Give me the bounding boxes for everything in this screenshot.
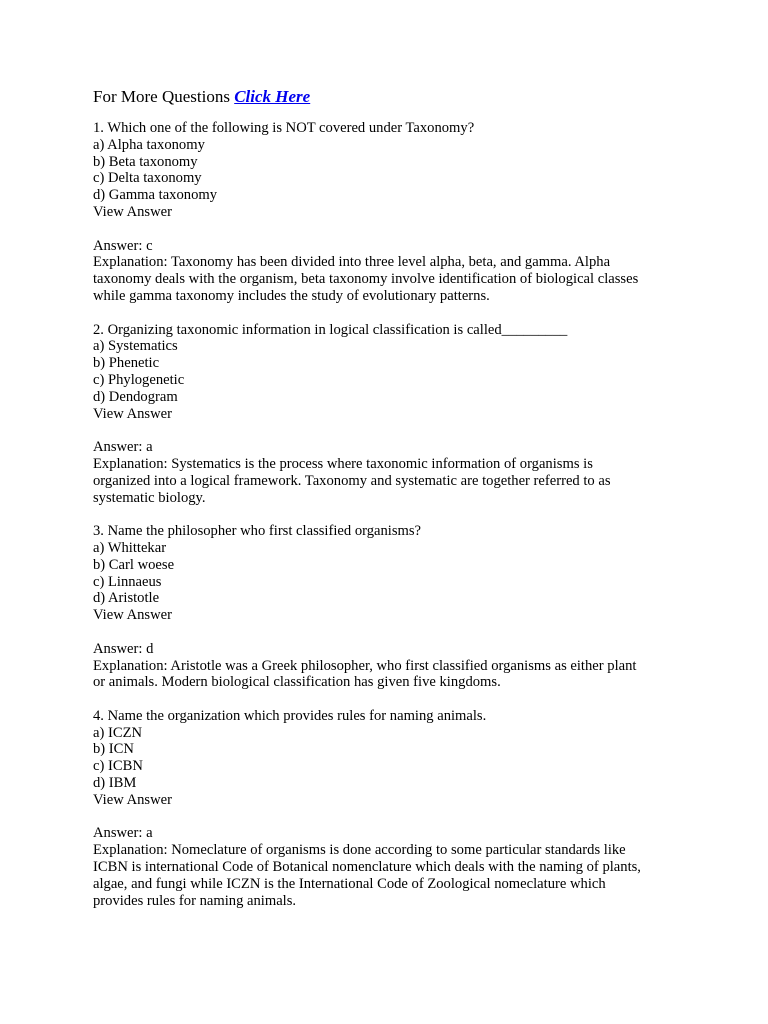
explanation-line: Explanation: Aristotle was a Greek philosopher, who first classified organisms as either plant <box>93 657 637 674</box>
header-line <box>93 86 693 108</box>
option-c: c) Delta taxonomy <box>93 170 202 187</box>
explanation-line: while gamma taxonomy includes the study of evolutionary patterns. <box>93 287 490 304</box>
explanation-line: Explanation: Systematics is the process where taxonomic information of organisms is <box>93 455 593 472</box>
header-prefix: For More Questions <box>93 87 230 106</box>
option-a: a) Whittekar <box>93 539 167 556</box>
question-block-1 <box>93 120 693 221</box>
option-b: b) ICN <box>93 741 134 758</box>
explanation-line: taxonomy deals with the organism, beta taxonomy involve identification of biological classes <box>93 271 639 288</box>
option-c: c) Phylogenetic <box>93 371 185 388</box>
explanation-line: algae, and fungi while ICZN is the International Code of Zoological nomeclature which <box>93 875 606 892</box>
question-text: 4. Name the organization which provides rules for naming animals. <box>93 707 487 724</box>
explanation-line: Explanation: Nomeclature of organisms is done according to some particular standards like <box>93 842 626 859</box>
option-c: c) ICBN <box>93 758 143 775</box>
answer-text: Answer: c <box>93 237 153 254</box>
option-b: b) Beta taxonomy <box>93 153 198 170</box>
option-d: d) Gamma taxonomy <box>93 187 218 204</box>
explanation-line: systematic biology. <box>93 489 206 506</box>
answer-block-1 <box>93 238 693 305</box>
explanation-line: or animals. Modern biological classification has given five kingdoms. <box>93 674 501 691</box>
explanation-line: provides rules for naming animals. <box>93 892 297 909</box>
option-a: a) Alpha taxonomy <box>93 136 205 153</box>
option-c: c) Linnaeus <box>93 573 162 590</box>
view-answer-link[interactable]: View Answer <box>93 791 172 808</box>
answer-text: Answer: a <box>93 439 153 456</box>
question-text: 2. Organizing taxonomic information in logical classification is called_________ <box>93 321 568 338</box>
option-b: b) Carl woese <box>93 556 175 573</box>
view-answer-link[interactable]: View Answer <box>93 607 172 624</box>
answer-text: Answer: d <box>93 640 154 657</box>
explanation-line: Explanation: Taxonomy has been divided into three level alpha, beta, and gamma. Alpha <box>93 254 611 271</box>
view-answer-link[interactable]: View Answer <box>93 405 172 422</box>
answer-text: Answer: a <box>93 825 153 842</box>
answer-block-2 <box>93 439 693 506</box>
question-block-4 <box>93 708 693 809</box>
option-a: a) Systematics <box>93 338 178 355</box>
click-here-link[interactable]: Click Here <box>234 87 311 106</box>
option-a: a) ICZN <box>93 724 143 741</box>
question-block-3 <box>93 523 693 624</box>
option-b: b) Phenetic <box>93 355 160 372</box>
question-block-2 <box>93 322 693 423</box>
view-answer-link[interactable]: View Answer <box>93 203 172 220</box>
explanation-line: ICBN is international Code of Botanical nomenclature which deals with the naming of plants, <box>93 859 641 876</box>
question-text: 1. Which one of the following is NOT covered under Taxonomy? <box>93 120 475 136</box>
option-d: d) Aristotle <box>93 590 160 607</box>
option-d: d) Dendogram <box>93 388 178 405</box>
answer-block-4 <box>93 825 693 909</box>
option-d: d) IBM <box>93 775 137 792</box>
answer-block-3 <box>93 641 693 691</box>
document-page <box>93 86 693 926</box>
explanation-line: organized into a logical framework. Taxonomy and systematic are together referred to as <box>93 472 611 489</box>
question-text: 3. Name the philosopher who first classified organisms? <box>93 523 422 540</box>
